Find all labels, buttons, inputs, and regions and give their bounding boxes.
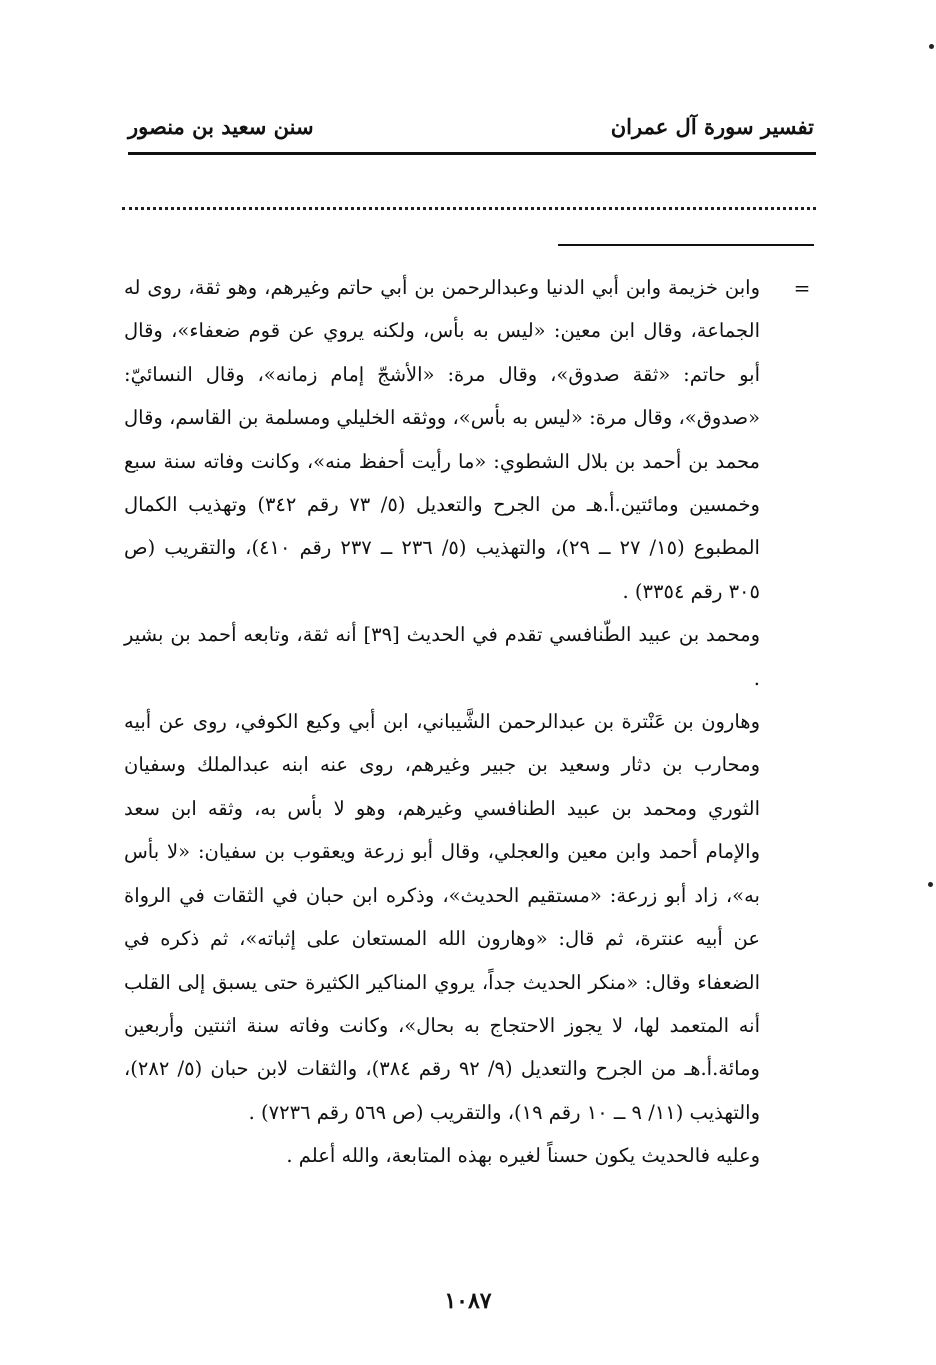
footnote-separator (558, 244, 814, 246)
paragraph-muhammad-ibn-ubayd: ومحمد بن عبيد الطّنافسي تقدم في الحديث [٣٩] أنه ثقة، وتابعه أحمد بن بشير . (124, 623, 761, 690)
page-number: ١٠٨٧ (444, 1288, 492, 1314)
running-header (128, 108, 814, 144)
scan-margin-mark (928, 882, 933, 887)
dotted-separator (122, 207, 816, 210)
header-rule (128, 152, 816, 155)
scan-margin-mark (929, 44, 934, 49)
footnote-continuation-mark: = (793, 276, 811, 300)
paragraph-conclusion: وعليه فالحديث يكون حسناً لغيره بهذه المتابعة، والله أعلم . (286, 1144, 760, 1168)
paragraph-narrator-biography: وابن خزيمة وابن أبي الدنيا وعبدالرحمن بن أبي حاتم وغيرهم، وهو ثقة، روى له الجماعة، وقال ابن معين: «ليس به بأس، ولكنه يروي عن قوم ضعفاء»، وقال أبو حاتم: «ثقة صدوق»، وقال مرة: «الأشجّ إمام زمانه»، وقال النسائيّ: «صدوق»، وقال مرة: «ليس به بأس»، ووثقه الخليلي ومسلمة بن القاسم، وقال محمد بن أحمد بن بلال الشطوي: «ما رأيت أحفظ منه»، وكانت وفاته سنة سبع وخمسين ومائتين.أ.هـ من الجرح والتعديل (٥/ ٧٣ رقم ٣٤٢) وتهذيب الكمال المطبوع (١٥/ ٢٧ ــ ٢٩)، والتهذيب (٥/ ٢٣٦ ــ ٢٣٧ رقم ٤١٠)، والتقريب (ص ٣٠٥ رقم ٣٣٥٤) . (124, 276, 760, 603)
book-title: سنن سعيد بن منصور (128, 113, 314, 139)
paragraph-harun-ibn-antara: وهارون بن عَنْترة بن عبدالرحمن الشَّيباني، ابن أبي وكيع الكوفي، روى عن أبيه ومحارب بن دثار وسعيد بن جبير وغيرهم، روى عنه ابنه عبدالملك وسفيان الثوري ومحمد بن عبيد الطنافسي وغيرهم، وهو لا بأس به، وثقه ابن سعد والإمام أحمد وابن معين والعجلي، وقال أبو زرعة ويعقوب بن سفيان: «لا بأس به»، زاد أبو زرعة: «مستقيم الحديث»، وذكره ابن حبان في الثقات في الرواة عن أبيه عنترة، ثم قال: «وهارون الله المستعان على إثباته»، ثم ذكره في الضعفاء وقال: «منكر الحديث جداً، يروي المناكير الكثيرة حتى يسبق إلى القلب أنه المتعمد لها، لا يجوز الاحتجاج به بحال»، وكانت وفاته سنة اثنتين وأربعين ومائة.أ.هـ من الجرح والتعديل (٩/ ٩٢ رقم ٣٨٤)، والثقات لابن حبان (٥/ ٢٨٢)، والتهذيب (١١/ ٩ ــ ١٠ رقم ١٩)، والتقريب (ص ٥٦٩ رقم ٧٢٣٦) . (124, 710, 760, 1124)
chapter-title: تفسير سورة آل عمران (610, 113, 814, 139)
footnote-body (124, 266, 760, 1178)
